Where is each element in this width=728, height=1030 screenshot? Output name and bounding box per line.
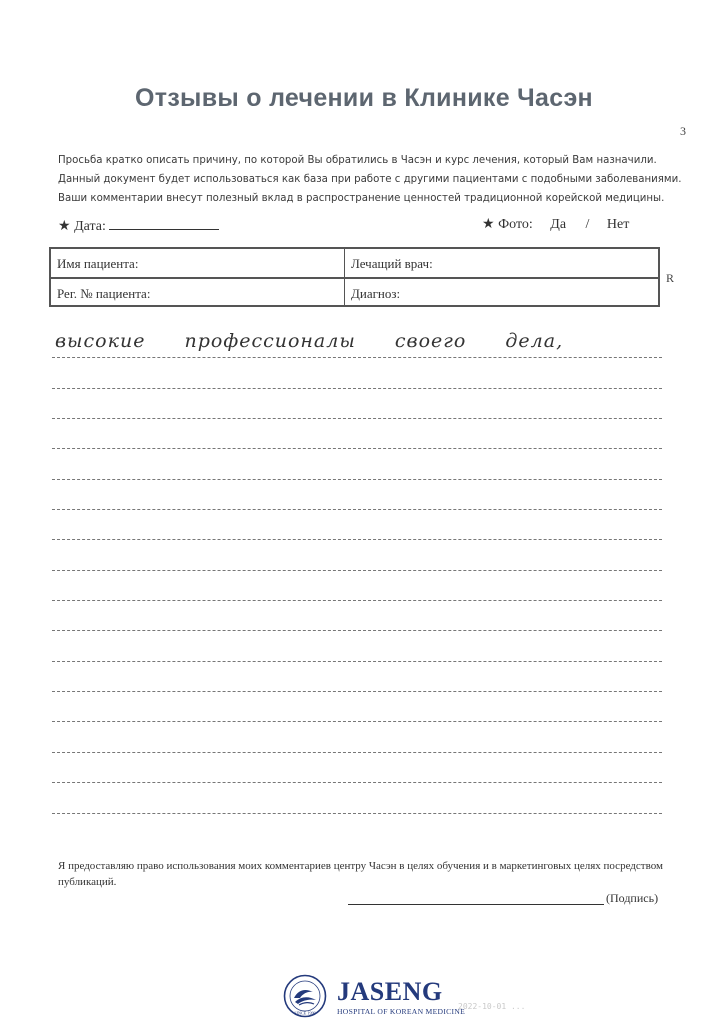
signature-label: (Подпись): [606, 891, 659, 905]
intro-line-1: Просьба кратко описать причину, по которой Вы обратились в Часэн и курс лечения, который Вам назначили.: [58, 155, 657, 166]
date-field: [58, 216, 219, 235]
signature-line: [348, 904, 604, 905]
doctor-label: Лечащий врач:: [351, 256, 433, 271]
ruled-line: [52, 479, 662, 480]
date-input-line: [109, 216, 219, 230]
star-icon: ★: [58, 219, 71, 234]
handwritten-word: профессионалы: [184, 330, 356, 352]
ruled-line: [52, 539, 662, 540]
patient-info-table: [49, 247, 660, 307]
ruled-line: [52, 813, 662, 814]
photo-option-separator: /: [585, 217, 590, 232]
ruled-line: [52, 721, 662, 722]
handwritten-word: дела,: [505, 330, 564, 352]
table-divider-horizontal: [51, 277, 658, 279]
ruled-line: [52, 418, 662, 419]
star-icon: ★: [482, 217, 495, 232]
logo-subtitle: HOSPITAL OF KOREAN MEDICINE: [337, 1007, 466, 1016]
margin-mark-side: R: [666, 271, 675, 285]
photo-option-yes: Да: [550, 217, 567, 232]
ruled-line: [52, 448, 662, 449]
handwritten-word: высокие: [55, 330, 146, 352]
photo-option-no: Нет: [606, 217, 630, 232]
ruled-line: [52, 388, 662, 389]
patient-name-label: Имя пациента:: [57, 256, 139, 271]
ruled-line: [52, 752, 662, 753]
ruled-line: [52, 691, 662, 692]
intro-line-2: Данный документ будет использоваться как база при работе с другими пациентами с подобными заболеваниями.: [58, 174, 682, 185]
consent-text: Я предоставляю право использования моих комментариев центру Часэн в целях обучения и в маркетинговых целях посредством публикаций.: [58, 860, 663, 888]
ruled-line: [52, 600, 662, 601]
ruled-line: [52, 509, 662, 510]
photo-label: Фото:: [498, 217, 533, 232]
handwritten-word: своего: [394, 330, 467, 352]
margin-mark-top: 3: [680, 124, 686, 138]
ruled-line: [52, 782, 662, 783]
ruled-line: [52, 630, 662, 631]
handwritten-comment: [55, 330, 595, 352]
emblem-text: SINCE 1990: [294, 1010, 316, 1016]
reg-number-label: Рег. № пациента:: [57, 286, 151, 301]
intro-text: [58, 151, 682, 208]
scan-stamp: 2022-10-01 ...: [458, 1002, 526, 1011]
logo-name: JASENG: [337, 977, 443, 1006]
table-divider-vertical: [344, 249, 345, 305]
jaseng-emblem-icon: [283, 974, 327, 1018]
diagnosis-label: Диагноз:: [351, 286, 401, 301]
ruled-line: [52, 357, 662, 358]
intro-line-3: Ваши комментарии внесут полезный вклад в распространение ценностей традиционной корейской медицины.: [58, 193, 665, 204]
page-title: Отзывы о лечении в Клинике Часэн: [135, 84, 593, 112]
date-label: Дата:: [74, 219, 106, 234]
ruled-line: [52, 570, 662, 571]
photo-field: [482, 216, 629, 233]
ruled-line: [52, 661, 662, 662]
